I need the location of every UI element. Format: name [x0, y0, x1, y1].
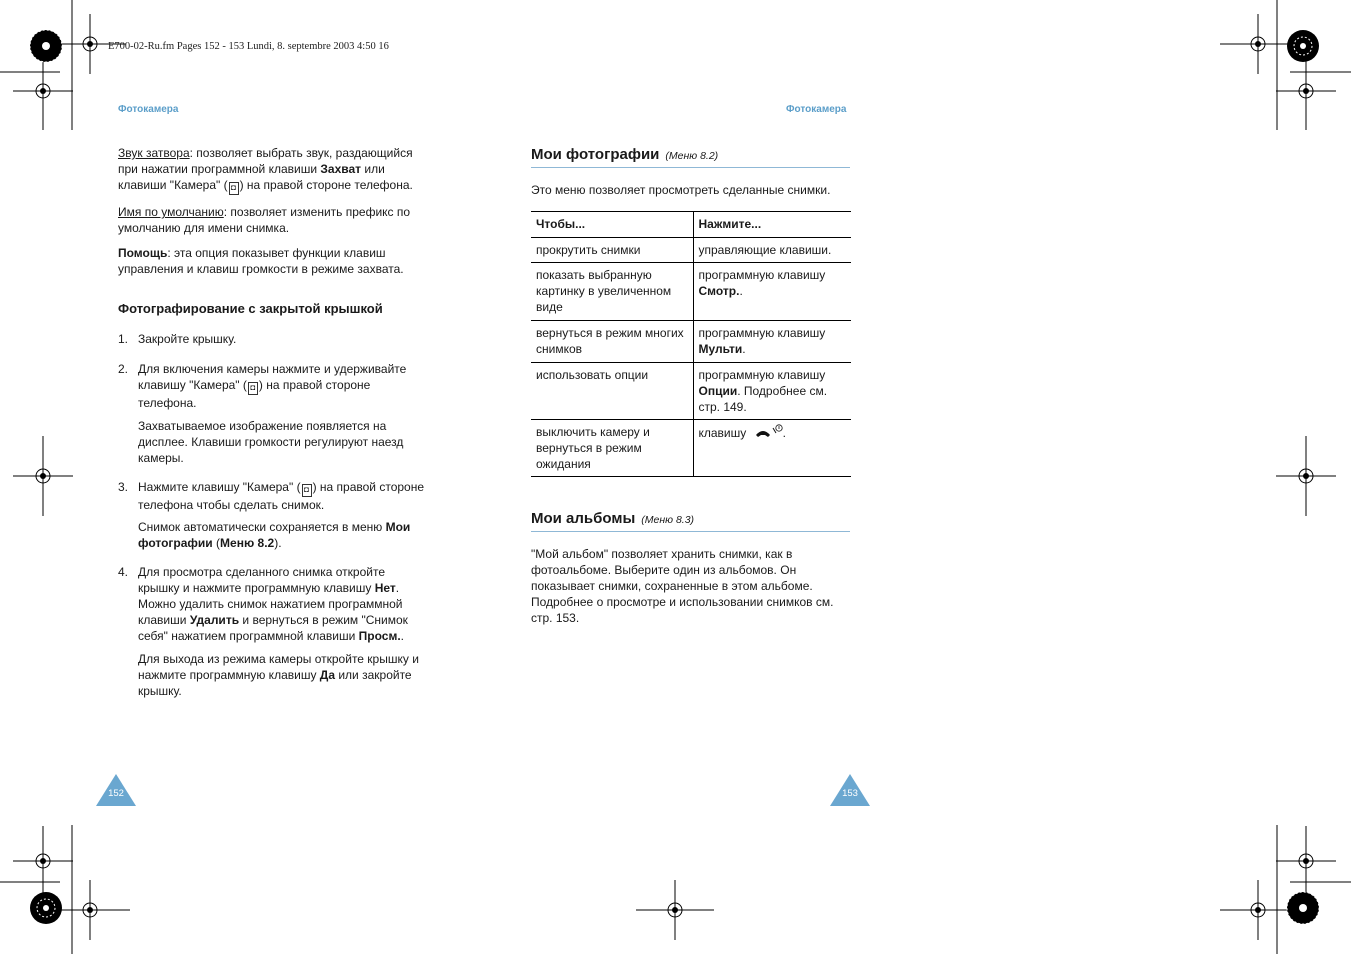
photos-title: Мои фотографии (Меню 8.2)	[531, 146, 719, 163]
list-item: 1. Закройте крышку.	[118, 332, 237, 346]
section-title: Фотографирование с закрытой крышкой	[118, 301, 383, 316]
albums-menu-ref: (Меню 8.3)	[641, 514, 695, 526]
table-header-row: Чтобы... Нажмите...	[531, 212, 851, 238]
list-item: 2. Для включения камеры нажмите и удерживайте клавишу "Камера" ( ◘ ) на правой стороне телефона. Захватываемое изображение появляется на дисплее. Клавиши громкости регулируют наезд камеры.	[118, 362, 407, 465]
page-number-left: 152	[96, 774, 136, 806]
table-row: использовать опции программную клавишу Опции. Подробнее см. стр. 149.	[531, 363, 851, 420]
table-row: прокрутить снимки управляющие клавиши.	[531, 238, 851, 263]
running-header-left: Фотокамера	[118, 104, 179, 115]
running-header-right: Фотокамера	[786, 104, 847, 115]
list-item: 4. Для просмотра сделанного снимка откройте крышку и нажмите программную клавишу Нет. Можно удалить снимок нажатием программной клавиши Удалить и вернуться в режим "Снимок себя" нажатием программной клавиши Просм.. Для выхода из режима камеры откройте крышку и нажмите программную клавишу Да или закройте крышку.	[118, 565, 419, 698]
default-term: Имя по умолчанию	[118, 205, 224, 219]
photos-table	[531, 211, 851, 477]
print-info: E700-02-Ru.fm Pages 152 - 153 Lundi, 8. septembre 2003 4:50 16	[108, 41, 389, 52]
table-row: вернуться в режим многих снимков программную клавишу Мульти.	[531, 321, 851, 363]
albums-title-rule	[531, 531, 850, 532]
default-name-paragraph: Имя по умолчанию: позволяет изменить префикс по умолчанию для имени снимка.	[118, 205, 411, 235]
photos-title-rule	[531, 167, 850, 168]
steps-list	[118, 331, 448, 699]
help-paragraph: Помощь: эта опция показывет функции клавиш управления и клавиш громкости в режиме захвата.	[118, 246, 404, 276]
photos-menu-ref: (Меню 8.2)	[665, 150, 719, 162]
page-number-right: 153	[830, 774, 870, 806]
albums-title: Мои альбомы (Меню 8.3)	[531, 510, 695, 527]
shutter-term: Звук затвора	[118, 146, 190, 160]
camera-key-icon: ◘	[248, 382, 258, 395]
camera-key-icon: ◘	[302, 484, 312, 497]
shutter-paragraph: Звук затвора: позволяет выбрать звук, раздающийся при нажатии программной клавиши Захват или клавиши "Камера" ( ◘ ) на правой стороне телефона.	[118, 145, 438, 195]
help-term: Помощь	[118, 246, 168, 260]
list-item: 3. Нажмите клавишу "Камера" ( ◘ ) на правой стороне телефона чтобы сделать снимок. Снимок автоматически сохраняется в меню Мои фотографии (Меню 8.2).	[118, 480, 425, 550]
table-row: выключить камеру и вернуться в режим ожидания клавишу .	[531, 420, 851, 477]
photos-intro: Это меню позволяет просмотреть сделанные снимки.	[531, 183, 831, 197]
table-row: показать выбранную картинку в увеличенном виде программную клавишу Смотр..	[531, 263, 851, 321]
camera-key-icon: ◘	[229, 182, 239, 195]
left-page-body	[118, 145, 438, 277]
albums-text: "Мой альбом" позволяет хранить снимки, как в фотоальбоме. Выберите один из альбомов. Он показывает снимки, сохраненные в этом альбоме. Подробнее о просмотре и использовании снимков см. стр. 153.	[531, 547, 834, 625]
end-call-icon	[753, 424, 783, 440]
